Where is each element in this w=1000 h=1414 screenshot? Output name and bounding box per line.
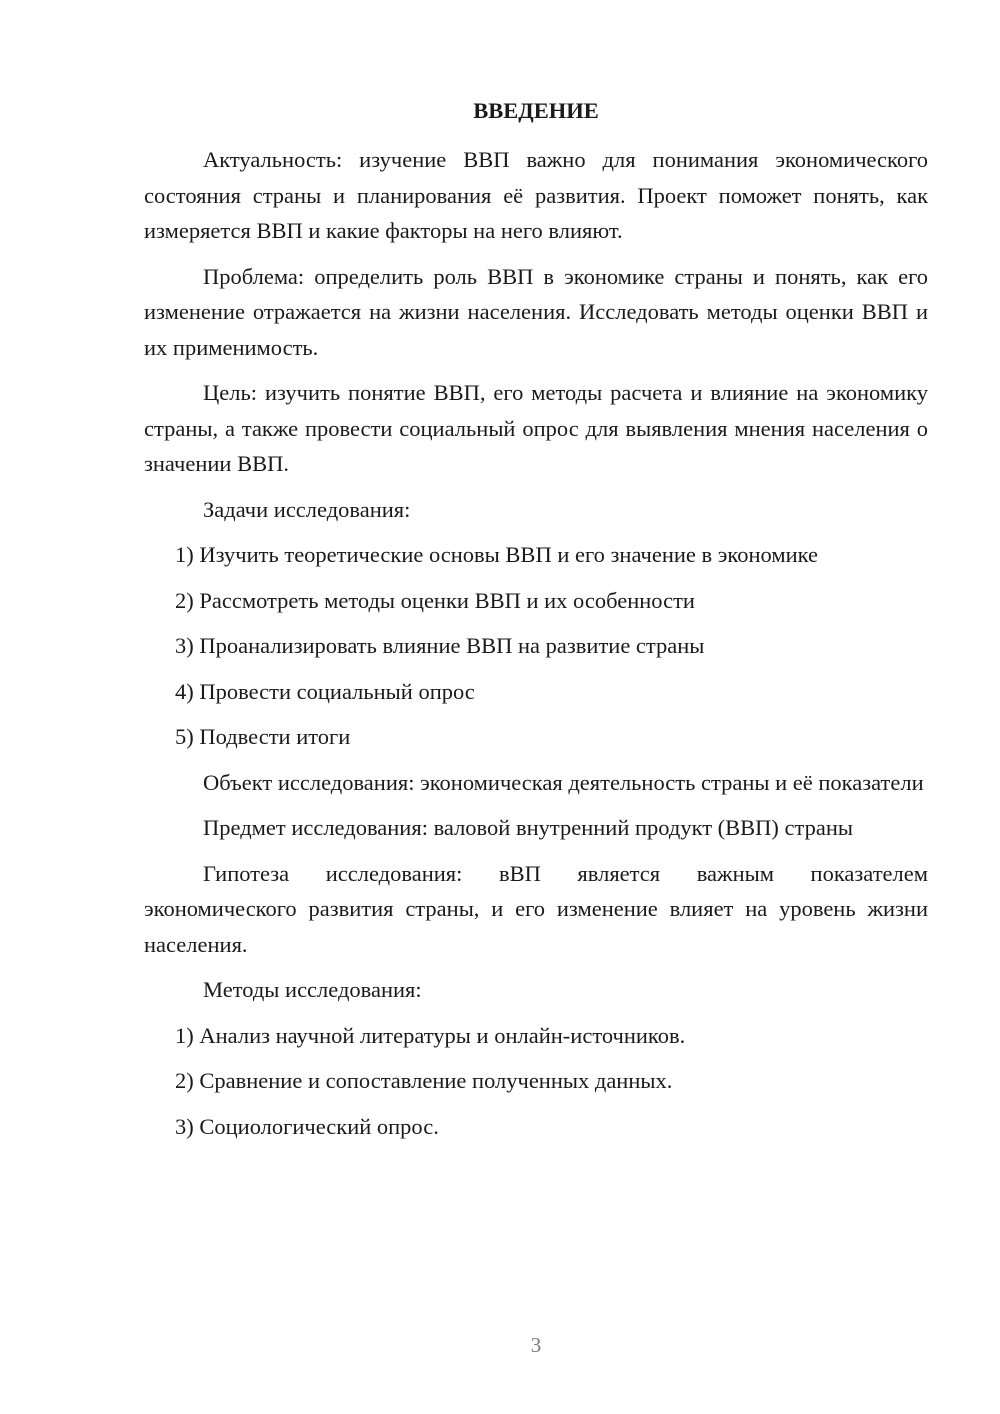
subject-paragraph: Предмет исследования: валовой внутренний продукт (ВВП) страны xyxy=(203,815,854,840)
page-number: 3 xyxy=(530,1333,542,1357)
document-body xyxy=(144,142,928,1154)
task-item: 2) Рассмотреть методы оценки ВВП и их особенности xyxy=(175,587,695,613)
method-item: 2) Сравнение и сопоставление полученных данных. xyxy=(175,1068,673,1093)
task-item: 1) Изучить теоретические основы ВВП и его значение в экономике xyxy=(175,542,818,567)
methods-heading: Методы исследования: xyxy=(203,977,422,1002)
problem-paragraph: Проблема: определить роль ВВП в экономике страны и понять, как его изменение отражается на жизни населения. Исследовать методы оценки ВВП и их применимость. xyxy=(144,263,928,360)
method-item: 3) Социологический опрос. xyxy=(175,1113,439,1139)
tasks-heading: Задачи исследования: xyxy=(203,496,411,522)
task-item: 4) Провести социальный опрос xyxy=(175,678,475,704)
tasks-list xyxy=(144,537,928,755)
task-item: 5) Подвести итоги xyxy=(175,724,351,749)
goal-paragraph: Цель: изучить понятие ВВП, его методы расчета и влияние на экономику страны, а также провести социальный опрос для выявления мнения населения о значении ВВП. xyxy=(144,380,928,476)
page-title: ВВЕДЕНИЕ xyxy=(473,98,599,123)
hypothesis-paragraph: Гипотеза исследования: вВП является важным показателем экономического развития страны, и его изменение влияет на уровень жизни населения. xyxy=(144,860,928,957)
object-paragraph: Объект исследования: экономическая деятельность страны и её показатели xyxy=(203,769,924,795)
relevance-paragraph: Актуальность: изучение ВВП важно для понимания экономического состояния страны и планирования её развития. Проект поможет понять, как измеряется ВВП и какие факторы на него влияют. xyxy=(144,147,928,243)
methods-list xyxy=(144,1018,928,1145)
task-item: 3) Проанализировать влияние ВВП на развитие страны xyxy=(175,633,705,658)
method-item: 1) Анализ научной литературы и онлайн-источников. xyxy=(175,1022,686,1048)
